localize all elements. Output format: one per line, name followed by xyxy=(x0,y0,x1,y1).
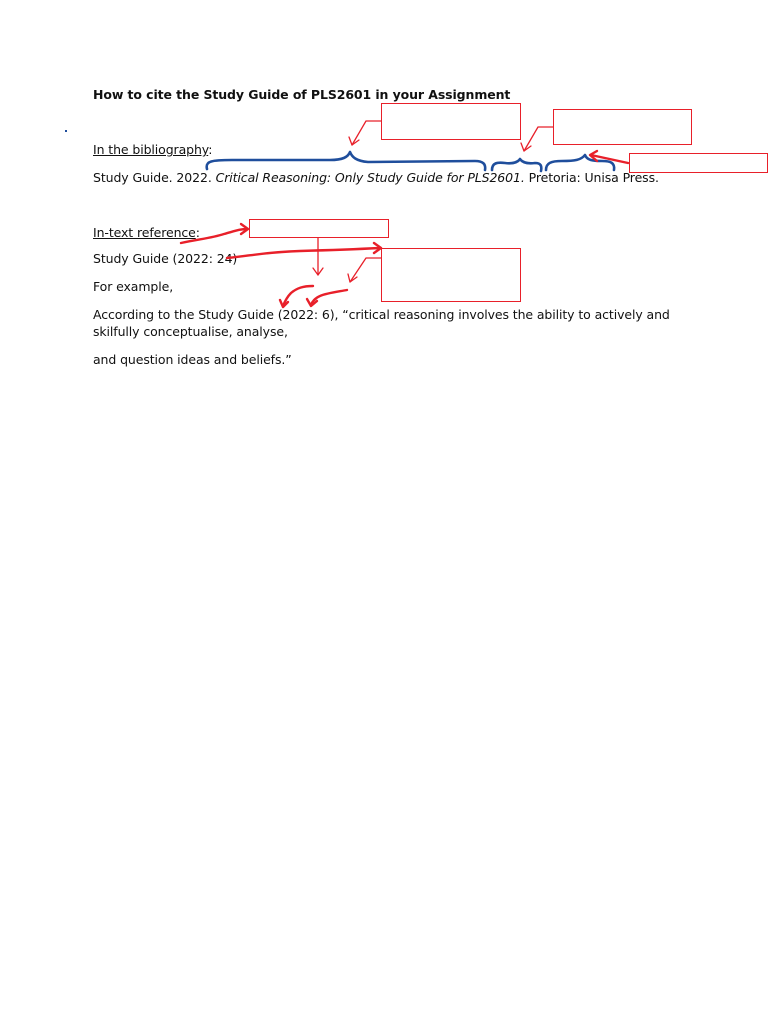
arrow-ref-underline xyxy=(227,248,380,258)
quoted-sentence-end: and question ideas and beliefs.” xyxy=(93,352,292,367)
arrow-publisher-head xyxy=(590,151,597,161)
tick-page-head xyxy=(307,299,317,306)
arrow-place-head xyxy=(521,143,531,151)
arrow-place xyxy=(524,127,553,151)
arrow-title-head xyxy=(349,137,359,145)
tick-year xyxy=(283,286,313,306)
in-text-example-reference: Study Guide (2022: 24) xyxy=(93,251,238,266)
quoted-sentence: According to the Study Guide (2022: 6), “critical reasoning involves the ability to actively and skilfully conceptualise, analyse, xyxy=(93,307,670,339)
arrow-publisher xyxy=(591,155,628,163)
in-text-colon: : xyxy=(195,225,200,240)
annotation-box-title xyxy=(381,103,521,140)
page-title: How to cite the Study Guide of PLS2601 in your Assignment xyxy=(93,87,511,102)
title-brace xyxy=(207,152,486,170)
bibliography-heading xyxy=(93,142,212,158)
annotation-box-in-text xyxy=(249,219,389,238)
arrow-intext-head xyxy=(313,268,323,275)
arrow-page-head xyxy=(348,274,357,282)
bullet-mark xyxy=(65,130,67,132)
tick-page xyxy=(311,290,347,305)
in-text-label: In-text reference xyxy=(93,225,196,240)
in-text-heading xyxy=(93,225,200,241)
arrow-ref-underline-head xyxy=(374,243,381,253)
arrow-intext-label-head xyxy=(241,224,248,234)
annotation-box-publisher xyxy=(629,153,768,173)
bibliography-author-year: Study Guide. 2022. xyxy=(93,170,216,185)
arrow-title xyxy=(352,121,381,145)
bibliography-publisher: Pretoria: Unisa Press. xyxy=(524,170,659,185)
bibliography-label: In the bibliography xyxy=(93,142,209,157)
arrow-page xyxy=(350,258,381,282)
bibliography-work-title: Critical Reasoning: Only Study Guide for PLS2601. xyxy=(215,170,525,185)
annotation-box-page xyxy=(381,248,521,302)
annotation-box-place xyxy=(553,109,692,145)
for-example-text: For example, xyxy=(93,279,174,294)
bibliography-entry xyxy=(93,170,659,186)
bibliography-colon: : xyxy=(208,142,213,157)
publisher-brace xyxy=(546,155,614,170)
